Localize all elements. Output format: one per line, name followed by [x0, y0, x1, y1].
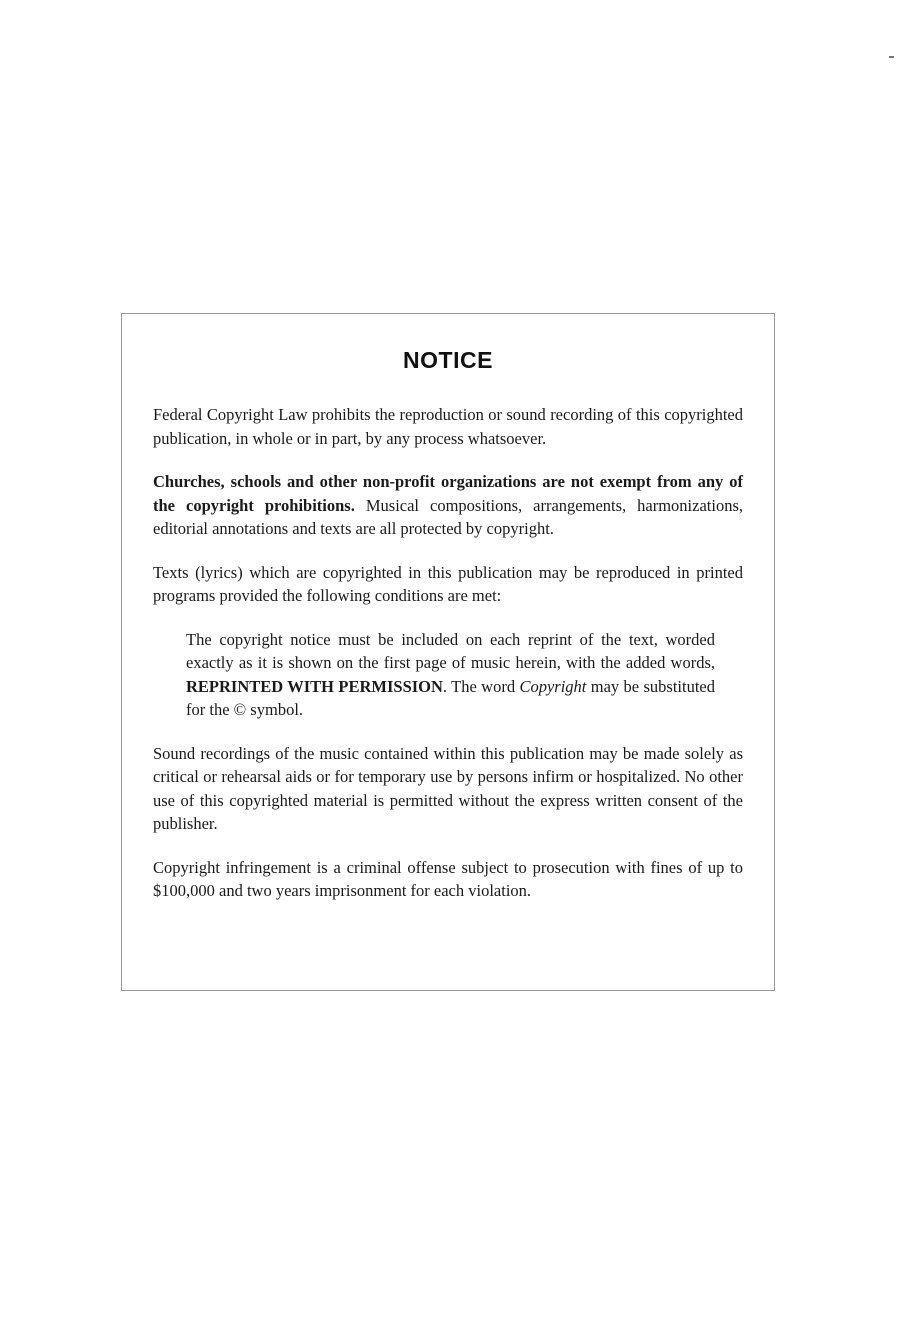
notice-box [121, 313, 775, 991]
notice-paragraph-conditions [186, 628, 715, 722]
conditions-text-c: may be substituted for the © symbol. [186, 676, 715, 719]
organizations-text: Musical compositions, arrangements, harmonizations, editorial annotations and texts are all protected by copyright. [153, 495, 743, 538]
notice-paragraph-texts: Texts (lyrics) which are copyrighted in this publication may be reproduced in printed programs provided the following conditions are met: [153, 562, 743, 605]
notice-title: NOTICE [403, 347, 493, 373]
notice-paragraph-organizations [153, 470, 743, 541]
notice-paragraph-recordings: Sound recordings of the music contained within this publication may be made solely as critical or rehearsal aids or for temporary use by persons infirm or hospitalized. No other use of this copyrighted material is permitted without the express written consent of the publisher. [153, 743, 743, 833]
page-edge-mark [889, 56, 894, 58]
conditions-text-b: . The word [442, 676, 520, 696]
reprinted-with-permission-text: REPRINTED WITH PERMISSION [186, 676, 443, 696]
notice-body [153, 403, 743, 923]
organizations-bold-text: Churches, schools and other non-profit organizations are not exempt from any of the copyright prohibitions. [153, 472, 743, 515]
copyright-word-text: Copyright [519, 676, 587, 696]
notice-paragraph-law: Federal Copyright Law prohibits the reproduction or sound recording of this copyrighted publication, in whole or in part, by any process whatsoever. [153, 405, 743, 448]
notice-paragraph-infringement: Copyright infringement is a criminal offense subject to prosecution with fines of up to $100,000 and two years imprisonment for each violation. [153, 857, 743, 900]
conditions-text-a: The copyright notice must be included on each reprint of the text, worded exactly as it is shown on the first page of music herein, with the added words, [186, 629, 715, 672]
